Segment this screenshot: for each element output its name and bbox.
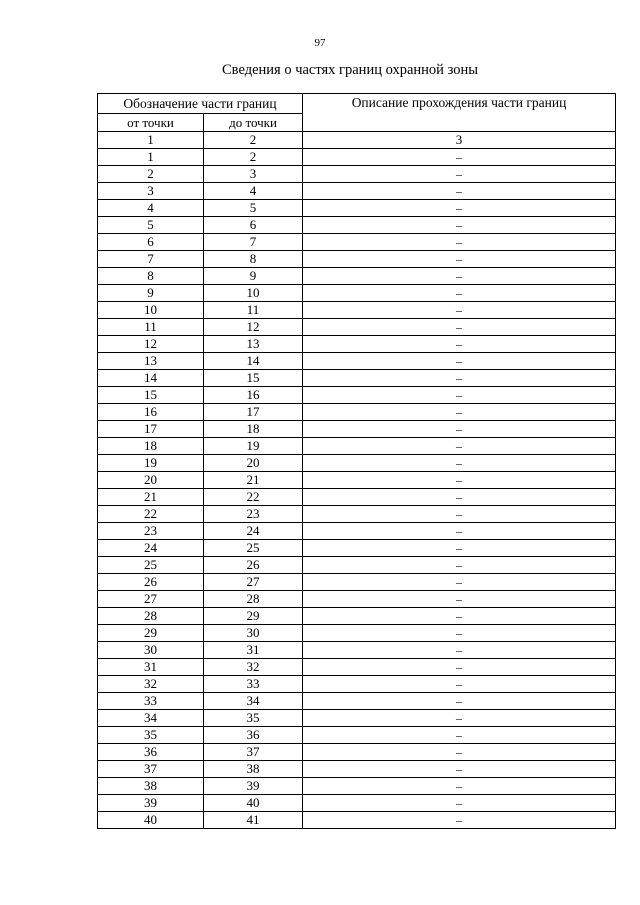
from-point-cell: 35 [98, 727, 204, 744]
from-point-cell: 18 [98, 438, 204, 455]
from-point-cell: 13 [98, 353, 204, 370]
table-row [98, 659, 616, 676]
description-cell: – [303, 795, 616, 812]
to-point-cell: 15 [204, 370, 303, 387]
to-point-cell: 36 [204, 727, 303, 744]
description-cell: – [303, 370, 616, 387]
description-cell: – [303, 710, 616, 727]
from-point-cell: 22 [98, 506, 204, 523]
description-cell: – [303, 523, 616, 540]
description-cell: – [303, 200, 616, 217]
to-point-cell: 5 [204, 200, 303, 217]
description-cell: – [303, 761, 616, 778]
table-row [98, 557, 616, 574]
description-cell: – [303, 166, 616, 183]
table-row [98, 489, 616, 506]
description-cell: – [303, 659, 616, 676]
from-point-cell: 23 [98, 523, 204, 540]
from-point-cell: 8 [98, 268, 204, 285]
from-point-cell: 39 [98, 795, 204, 812]
column-index-cell: 1 [98, 132, 204, 149]
to-point-cell: 38 [204, 761, 303, 778]
to-point-cell: 20 [204, 455, 303, 472]
table-row [98, 387, 616, 404]
from-point-cell: 28 [98, 608, 204, 625]
from-point-cell: 26 [98, 574, 204, 591]
table-header-row [98, 94, 616, 114]
page-number: 97 [314, 37, 326, 49]
to-point-cell: 23 [204, 506, 303, 523]
from-point-cell: 11 [98, 319, 204, 336]
table-row [98, 251, 616, 268]
to-point-cell: 8 [204, 251, 303, 268]
to-point-cell: 21 [204, 472, 303, 489]
table-row [98, 574, 616, 591]
table-row [98, 608, 616, 625]
from-point-cell: 24 [98, 540, 204, 557]
to-point-cell: 31 [204, 642, 303, 659]
description-cell: – [303, 591, 616, 608]
from-point-cell: 33 [98, 693, 204, 710]
from-point-cell: 30 [98, 642, 204, 659]
from-point-cell: 5 [98, 217, 204, 234]
table-row [98, 455, 616, 472]
description-cell: – [303, 268, 616, 285]
to-point-cell: 25 [204, 540, 303, 557]
table-row [98, 217, 616, 234]
to-point-cell: 12 [204, 319, 303, 336]
table-row [98, 302, 616, 319]
table-row [98, 285, 616, 302]
table-row [98, 727, 616, 744]
to-point-cell: 10 [204, 285, 303, 302]
to-point-cell: 41 [204, 812, 303, 829]
table-row [98, 761, 616, 778]
description-cell: – [303, 183, 616, 200]
from-point-cell: 38 [98, 778, 204, 795]
description-cell: – [303, 319, 616, 336]
header-boundary-part: Обозначение части границ [98, 94, 303, 114]
column-index-cell: 3 [303, 132, 616, 149]
table-row [98, 625, 616, 642]
to-point-cell: 22 [204, 489, 303, 506]
from-point-cell: 32 [98, 676, 204, 693]
to-point-cell: 40 [204, 795, 303, 812]
header-from-point: от точки [98, 114, 204, 132]
description-cell: – [303, 455, 616, 472]
table-row [98, 472, 616, 489]
to-point-cell: 30 [204, 625, 303, 642]
table-row [98, 693, 616, 710]
from-point-cell: 31 [98, 659, 204, 676]
table-row [98, 778, 616, 795]
from-point-cell: 36 [98, 744, 204, 761]
description-cell: – [303, 625, 616, 642]
description-cell: – [303, 812, 616, 829]
table-row [98, 149, 616, 166]
description-cell: – [303, 234, 616, 251]
from-point-cell: 29 [98, 625, 204, 642]
to-point-cell: 33 [204, 676, 303, 693]
boundary-parts-table [97, 93, 616, 829]
to-point-cell: 16 [204, 387, 303, 404]
to-point-cell: 39 [204, 778, 303, 795]
description-cell: – [303, 693, 616, 710]
to-point-cell: 27 [204, 574, 303, 591]
from-point-cell: 2 [98, 166, 204, 183]
to-point-cell: 4 [204, 183, 303, 200]
description-cell: – [303, 778, 616, 795]
table-row [98, 353, 616, 370]
description-cell: – [303, 285, 616, 302]
to-point-cell: 3 [204, 166, 303, 183]
header-description: Описание прохождения части границ [303, 94, 616, 132]
description-cell: – [303, 642, 616, 659]
description-cell: – [303, 506, 616, 523]
to-point-cell: 35 [204, 710, 303, 727]
from-point-cell: 15 [98, 387, 204, 404]
description-cell: – [303, 336, 616, 353]
from-point-cell: 25 [98, 557, 204, 574]
description-cell: – [303, 727, 616, 744]
table-row [98, 540, 616, 557]
description-cell: – [303, 676, 616, 693]
description-cell: – [303, 489, 616, 506]
column-index-row [98, 132, 616, 149]
from-point-cell: 37 [98, 761, 204, 778]
to-point-cell: 11 [204, 302, 303, 319]
to-point-cell: 9 [204, 268, 303, 285]
from-point-cell: 7 [98, 251, 204, 268]
document-title: Сведения о частях границ охранной зоны [222, 62, 478, 78]
from-point-cell: 20 [98, 472, 204, 489]
description-cell: – [303, 149, 616, 166]
from-point-cell: 16 [98, 404, 204, 421]
table-row [98, 319, 616, 336]
table-row [98, 523, 616, 540]
table-row [98, 438, 616, 455]
description-cell: – [303, 421, 616, 438]
to-point-cell: 32 [204, 659, 303, 676]
description-cell: – [303, 540, 616, 557]
to-point-cell: 13 [204, 336, 303, 353]
to-point-cell: 2 [204, 149, 303, 166]
table-row [98, 506, 616, 523]
table-row [98, 744, 616, 761]
table-row [98, 421, 616, 438]
to-point-cell: 26 [204, 557, 303, 574]
description-cell: – [303, 472, 616, 489]
description-cell: – [303, 353, 616, 370]
column-index-cell: 2 [204, 132, 303, 149]
table-row [98, 268, 616, 285]
to-point-cell: 14 [204, 353, 303, 370]
description-cell: – [303, 387, 616, 404]
from-point-cell: 14 [98, 370, 204, 387]
from-point-cell: 40 [98, 812, 204, 829]
table-row [98, 404, 616, 421]
description-cell: – [303, 251, 616, 268]
description-cell: – [303, 302, 616, 319]
table-row [98, 591, 616, 608]
to-point-cell: 19 [204, 438, 303, 455]
from-point-cell: 19 [98, 455, 204, 472]
description-cell: – [303, 574, 616, 591]
to-point-cell: 28 [204, 591, 303, 608]
to-point-cell: 24 [204, 523, 303, 540]
table-row [98, 166, 616, 183]
table-row [98, 183, 616, 200]
to-point-cell: 18 [204, 421, 303, 438]
description-cell: – [303, 217, 616, 234]
table-row [98, 676, 616, 693]
to-point-cell: 37 [204, 744, 303, 761]
from-point-cell: 4 [98, 200, 204, 217]
from-point-cell: 9 [98, 285, 204, 302]
from-point-cell: 10 [98, 302, 204, 319]
to-point-cell: 7 [204, 234, 303, 251]
description-cell: – [303, 608, 616, 625]
table-row [98, 200, 616, 217]
table-row [98, 812, 616, 829]
from-point-cell: 3 [98, 183, 204, 200]
to-point-cell: 17 [204, 404, 303, 421]
from-point-cell: 6 [98, 234, 204, 251]
to-point-cell: 34 [204, 693, 303, 710]
to-point-cell: 29 [204, 608, 303, 625]
from-point-cell: 1 [98, 149, 204, 166]
description-cell: – [303, 744, 616, 761]
table-row [98, 336, 616, 353]
from-point-cell: 17 [98, 421, 204, 438]
table-row [98, 710, 616, 727]
table-row [98, 234, 616, 251]
table-row [98, 370, 616, 387]
description-cell: – [303, 438, 616, 455]
table-row [98, 795, 616, 812]
table-row [98, 642, 616, 659]
description-cell: – [303, 404, 616, 421]
to-point-cell: 6 [204, 217, 303, 234]
from-point-cell: 12 [98, 336, 204, 353]
header-to-point: до точки [204, 114, 303, 132]
from-point-cell: 21 [98, 489, 204, 506]
description-cell: – [303, 557, 616, 574]
from-point-cell: 27 [98, 591, 204, 608]
from-point-cell: 34 [98, 710, 204, 727]
